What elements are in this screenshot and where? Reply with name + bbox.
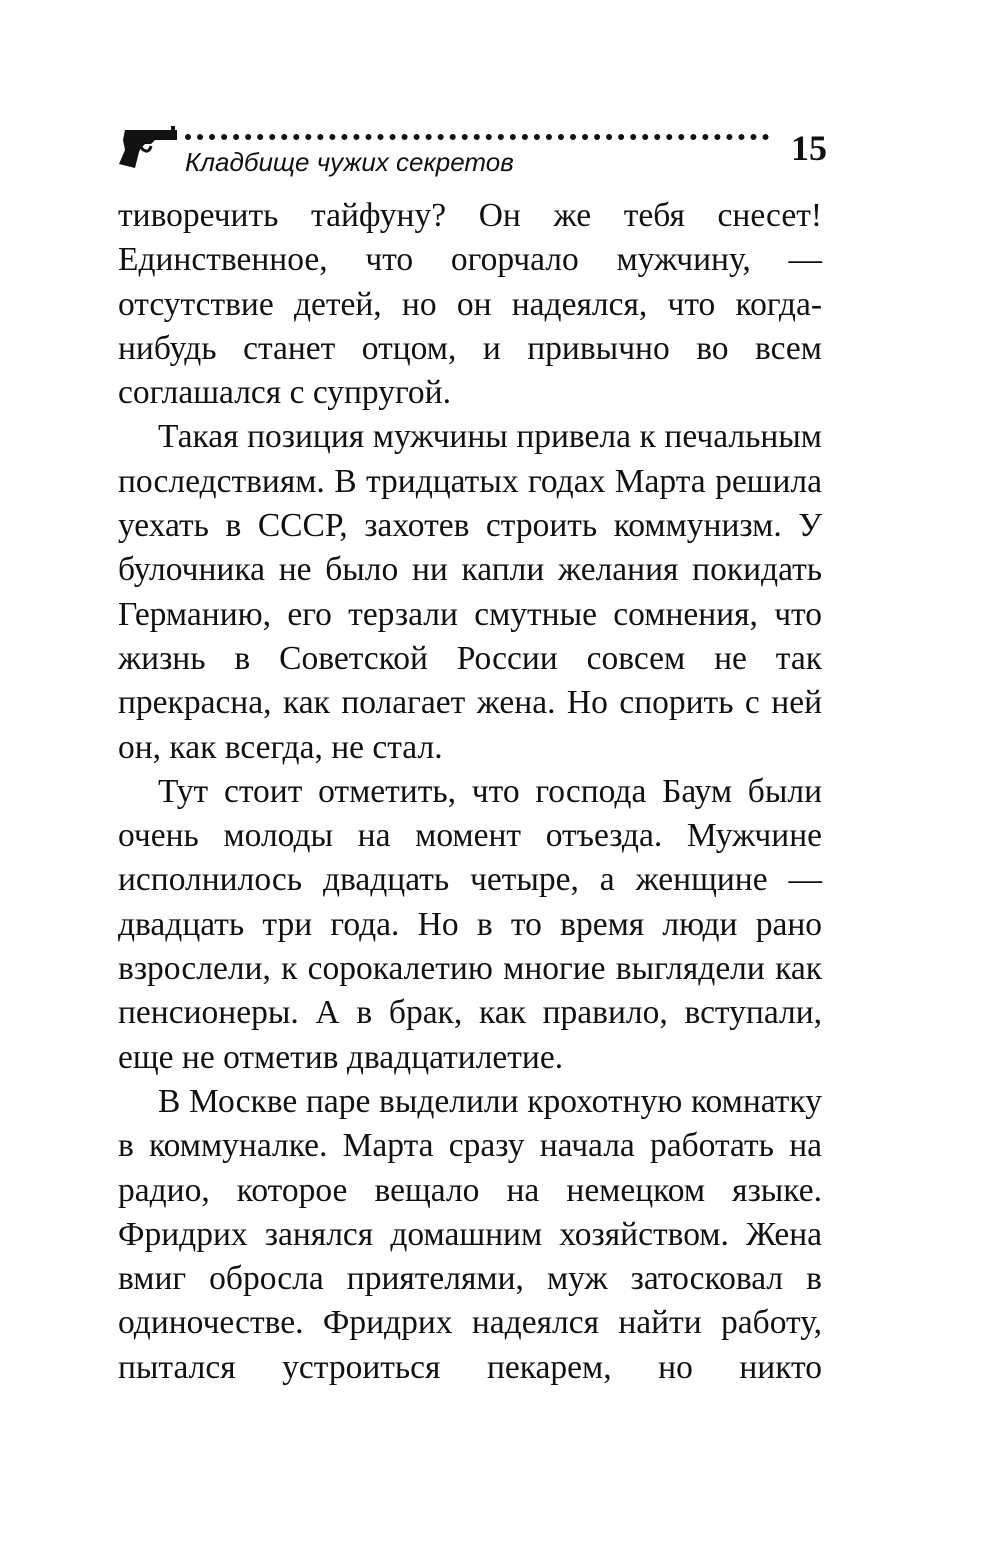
paragraph: Такая позиция мужчины привела к печальным последствиям. В тридцатых годах Марта решила уехать в СССР, захотев строить коммунизм. У булочника не было ни капли желания покидать Германию, его терзали смутные сомнения, что жизнь в Советской России совсем не так прекрасна, как полагает жена. Но спорить с ней он, как всегда, не стал. [118,418,822,766]
paragraph: В Москве паре выделили крохотную комнатку в коммуналке. Марта сразу начала работать на радио, которое вещало на немецком языке. Фридрих занялся домашним хозяйством. Жена вмиг обросла приятелями, муж затосковал в одиночестве. Фридрих надеялся найти работу, пытался устроиться пекарем, но никто [118,1082,822,1386]
series-title: Кладбище чужих секретов [185,147,514,177]
revolver-icon [115,126,179,172]
body-text [118,194,822,1390]
paragraph: тиворечить тайфуну? Он же тебя снесет! Единственное, что огорчало мужчину, — отсутствие детей, но он надеялся, что когда-нибудь станет отцом, и привычно во всем соглашался с супругой. [118,197,822,412]
page-number: 15 [791,128,827,168]
running-header [115,118,827,188]
header-dotted-rule [185,134,769,140]
paragraph: Тут стоит отметить, что господа Баум были очень молоды на момент отъезда. Мужчине исполнилось двадцать четыре, а женщине — двадцать три года. Но в то время люди рано взрослели, к сорокалетию многие выглядели как пенсионеры. А в брак, как правило, вступали, еще не отметив двадцатилетие. [118,772,822,1076]
